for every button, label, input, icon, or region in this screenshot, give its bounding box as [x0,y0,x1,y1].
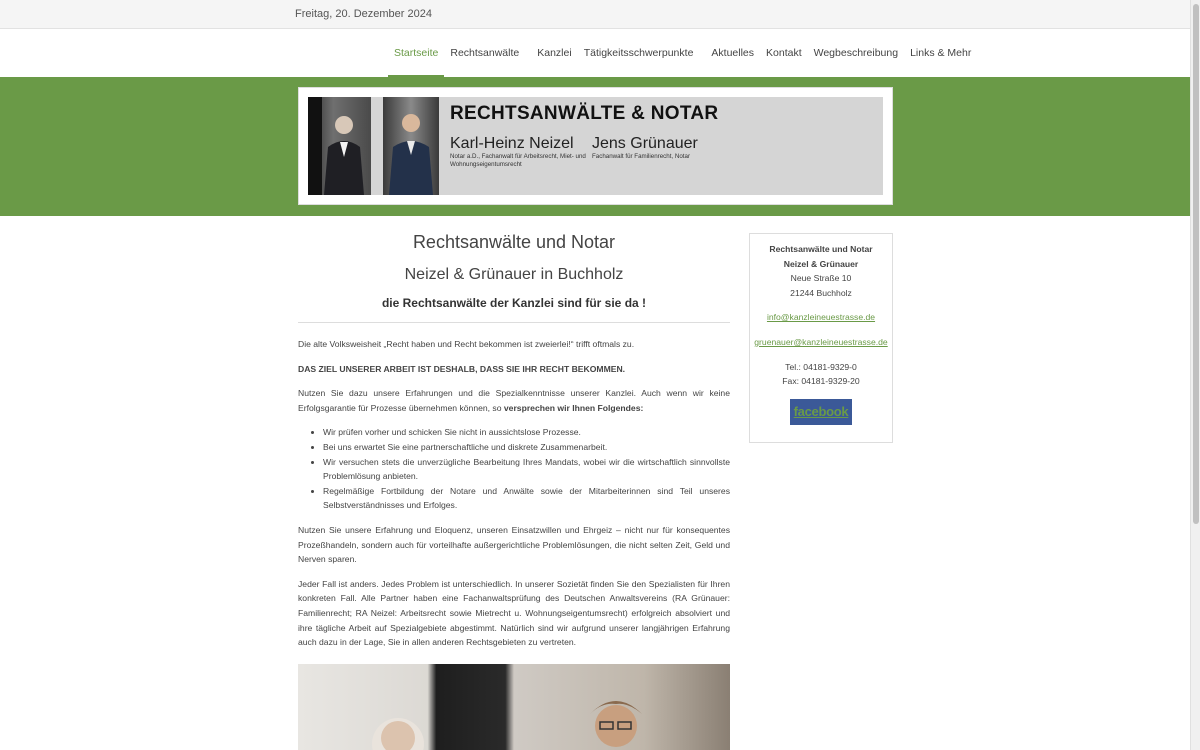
list-item: • Regelmäßige Fortbildung der Notare und Anwälte sowie der Mitarbeiterinnen sind Teil unseres Selbstverständnisses und Erfolges. [323,484,730,513]
goal-statement: DAS ZIEL UNSERER ARBEIT IST DESHALB, DASS SIE IHR RECHT BEKOMMEN. [298,363,626,374]
divider [298,322,730,323]
nav-item-aktuelles[interactable]: Aktuelles [711,47,755,59]
list-item: • Bei uns erwartet Sie eine partnerschaftliche und diskrete Zusammenarbeit. [323,440,730,455]
sidebar-firm-line2: Neizel & Grünauer [783,258,859,269]
nav-menu [388,29,977,77]
page-title: Rechtsanwälte und Notar [412,232,616,252]
email-info-link[interactable]: info@kanzleineuestrasse.de [766,312,876,323]
main-navigation [0,29,1190,77]
banner-name-gruenauer: Jens Grünauer [592,135,698,152]
banner-desc-neizel: Notar a.D., Fachanwalt für Arbeitsrecht, Miet- und Wohnungseigentumsrecht [450,153,586,168]
intro-paragraph: Die alte Volksweisheit „Recht haben und Recht bekommen ist zweierlei!“ trifft oftmals zu. [298,339,635,349]
portrait-gruenauer [383,97,439,195]
top-bar [0,0,1190,29]
banner-desc-gruenauer: Fachanwalt für Familienrecht, Notar [592,153,691,160]
specialist-paragraph: Jeder Fall ist anders. Jedes Problem ist unterschiedlich. In unserer Sozietät finden Sie den Spezialisten für Ihren konkreten Fall. Alle Partner haben eine Fachanwaltsprüfung des Deutschen Anwaltsvereins (RA Grünauer: Familienrecht; RA Neizel: Arbeitsrecht sowie Mietrecht u. Wohnungseigentumsrecht) erfolgreich absolviert und ihre tägliche Arbeit auf Spezialgebiete abgestimmt. Natürlich sind wir aufgrund unserer langjährigen Erfahrung auch dazu in der Lage, Sie in allen anderen Rechtsgebieten zu vertreten. [298,578,730,648]
nav-item-kanzlei[interactable]: Kanzlei [537,47,572,59]
header-banner [298,87,893,205]
page-tagline: die Rechtsanwälte der Kanzlei sind für sie da ! [381,296,647,310]
nav-item-wegbeschreibung[interactable]: Wegbeschreibung [813,47,899,59]
promise-paragraph [298,386,730,415]
banner-name-neizel: Karl-Heinz Neizel [450,135,574,152]
sidebar-phone: Tel.: 04181-9329-0 [785,361,857,372]
promise-text: Nutzen Sie dazu unsere Erfahrungen und die Spezialkenntnisse unserer Kanzlei. Auch wenn wir keine Erfolgsgarantie für Prozesse übernehmen können, so [298,388,730,413]
experience-paragraph: Nutzen Sie unsere Erfahrung und Eloquenz, unseren Einsatzwillen und Ehrgeiz – nicht nur für konsequentes Prozeßhandeln, sondern auch für vorteilhafte außergerichtliche Problemlösungen, die nicht selten Zeit, Geld und Nerven sparen. [298,524,730,565]
scrollbar-thumb[interactable] [1193,4,1199,524]
sidebar-street: Neue Straße 10 [790,273,852,284]
promise-emphasis: versprechen wir Ihnen Folgendes: [503,402,644,413]
promise-list [323,425,730,513]
current-date: Freitag, 20. Dezember 2024 [295,8,432,20]
facebook-button[interactable]: facebook [790,399,852,425]
main-content [298,228,730,660]
banner-image [308,97,883,195]
sidebar-fax: Fax: 04181-9329-20 [782,376,860,387]
sidebar-city: 21244 Buchholz [790,287,852,298]
portrait-neizel [308,97,371,195]
banner-title: RECHTSANWÄLTE & NOTAR [450,103,719,124]
nav-item-taetigkeitsschwerpunkte[interactable]: Tätigkeitsschwerpunkte [583,47,694,59]
scrollbar[interactable] [1190,0,1200,750]
nav-item-startseite[interactable]: Startseite [388,29,444,77]
list-item: • Wir prüfen vorher und schicken Sie nicht in aussichtslose Prozesse. [323,425,730,440]
nav-item-rechtsanwaelte[interactable]: Rechtsanwälte [450,47,520,59]
email-gruenauer-link[interactable]: gruenauer@kanzleineuestrasse.de [754,336,888,347]
nav-item-links-mehr[interactable]: Links & Mehr [910,47,972,59]
nav-item-kontakt[interactable]: Kontakt [766,47,802,59]
contact-sidebar [749,233,893,443]
team-photo [298,664,730,750]
sidebar-firm-line1: Rechtsanwälte und Notar [769,244,873,254]
page-subtitle: Neizel & Grünauer in Buchholz [404,266,624,283]
list-item: • Wir versuchen stets die unverzügliche Bearbeitung Ihres Mandats, wobei wir die wirtschaftlich sinnvollste Problemlösung anbieten. [323,455,730,484]
